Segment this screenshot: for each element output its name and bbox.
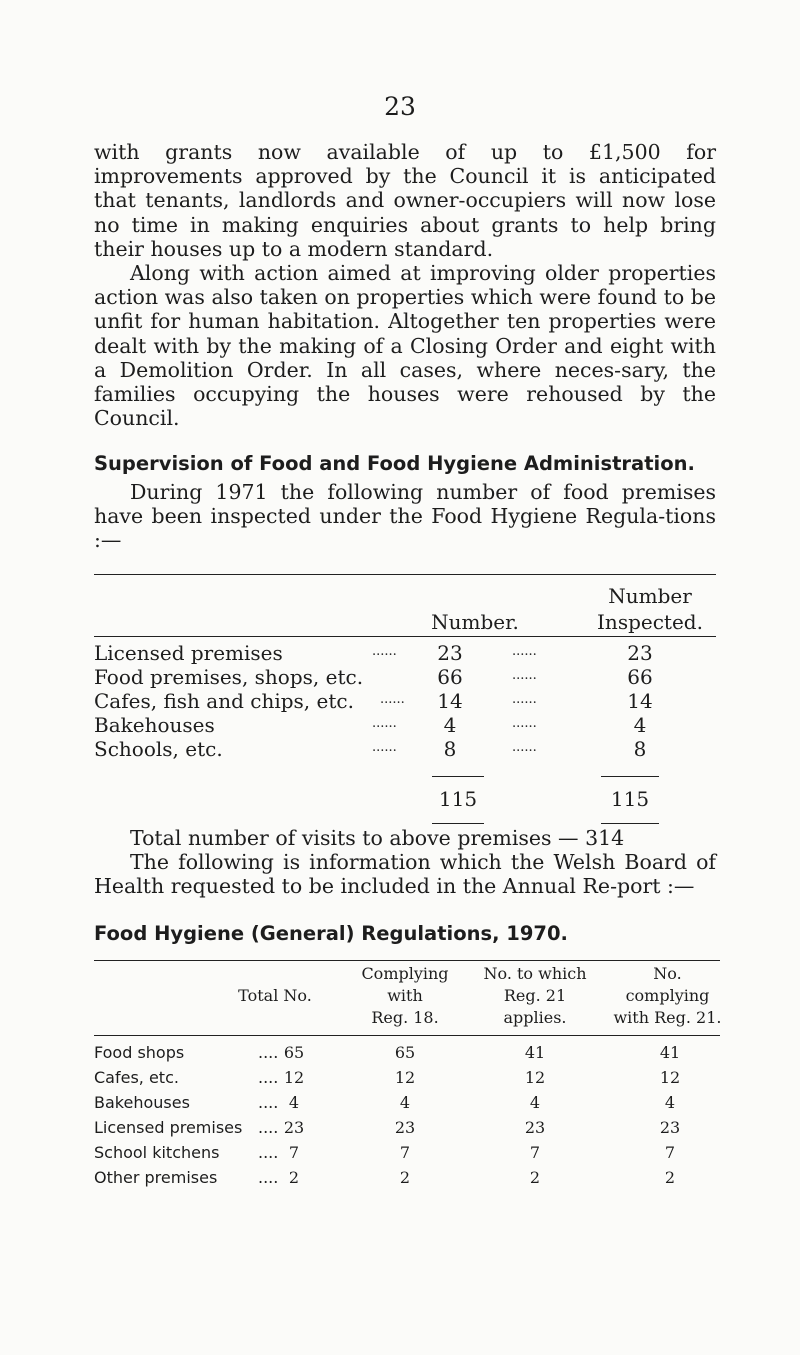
row-dots: ...... (372, 716, 397, 731)
row-label: Licensed premises (94, 641, 283, 665)
row-complying: 65 (394, 1043, 416, 1062)
row-label: Cafes, etc. (94, 1068, 179, 1087)
row-label: Other premises (94, 1168, 218, 1187)
row-inspected: 14 (627, 689, 653, 713)
row-complying21: 7 (664, 1143, 676, 1162)
col-header-complying: Complying (361, 964, 449, 983)
intro-text (94, 480, 716, 553)
paragraph-unfit-properties: Along with action aimed at improving older properties action was also taken on properties which were found to be unfit for human habitation. Altogether ten properties were dealt with by the making of a Closing Order and eight with a Demolition Order. In all cases, where neces-sary, the families occupying the houses were rehoused by the Council. (94, 261, 716, 431)
row-inspected: 23 (627, 641, 653, 665)
row-label: Schools, etc. (94, 737, 223, 761)
total-rule (432, 776, 484, 777)
body-text (94, 140, 716, 430)
row-inspected: 8 (633, 737, 647, 761)
row-label: Licensed premises (94, 1118, 243, 1137)
section-heading-regulations: Food Hygiene (General) Regulations, 1970. (94, 922, 568, 945)
total-number: 115 (438, 787, 478, 811)
row-complying: 12 (394, 1068, 416, 1087)
row-label: Food shops (94, 1043, 185, 1062)
row-dots: .... (258, 1168, 279, 1187)
row-complying21: 41 (659, 1043, 681, 1062)
row-dots: ...... (512, 740, 537, 755)
section-heading-supervision: Supervision of Food and Food Hygiene Administration. (94, 452, 695, 475)
row-dots: ...... (512, 692, 537, 707)
col-header-reg21: No. to which (483, 964, 587, 983)
total-visits: Total number of visits to above premises — 314 (130, 826, 625, 850)
row-dots: .... (258, 1043, 279, 1062)
row-total: 23 (283, 1118, 305, 1137)
row-dots: .... (258, 1093, 279, 1112)
row-dots: .... (258, 1118, 279, 1137)
row-reg21: 2 (529, 1168, 541, 1187)
col-header-total: Total No. (238, 986, 312, 1005)
col-header-complying: Reg. 18. (371, 1008, 439, 1027)
col-header-inspected-line1: Number (608, 584, 692, 608)
row-reg21: 7 (529, 1143, 541, 1162)
total-bottom-rule (432, 823, 484, 824)
row-number: 4 (443, 713, 457, 737)
page-number: 23 (384, 92, 416, 121)
row-complying21: 4 (664, 1093, 676, 1112)
col-header-complying21: complying (625, 986, 710, 1005)
row-complying21: 12 (659, 1068, 681, 1087)
col-header-complying21: No. (653, 964, 682, 983)
row-dots: ...... (512, 644, 537, 659)
row-total: 12 (283, 1068, 305, 1087)
row-dots: .... (258, 1143, 279, 1162)
table-header-rule (94, 636, 716, 637)
paragraph-welsh-board: The following is information which the Welsh Board of Health requested to be included in the Annual Re-port :— (94, 850, 716, 899)
table-top-rule (94, 960, 720, 961)
row-complying: 2 (399, 1168, 411, 1187)
row-complying: 7 (399, 1143, 411, 1162)
total-inspected: 115 (610, 787, 650, 811)
row-label: Bakehouses (94, 713, 215, 737)
row-complying: 4 (399, 1093, 411, 1112)
col-header-reg21: applies. (503, 1008, 567, 1027)
row-reg21: 4 (529, 1093, 541, 1112)
table-top-rule (94, 574, 716, 575)
row-inspected: 4 (633, 713, 647, 737)
table-header-rule (94, 1035, 720, 1036)
row-total: 65 (283, 1043, 305, 1062)
row-label: Cafes, fish and chips, etc. (94, 689, 354, 713)
paragraph-grants: with grants now available of up to £1,500 for improvements approved by the Council it is anticipated that tenants, landlords and owner-occupiers will now lose no time in making enquiries about grants to help bring their houses up to a modern standard. (94, 140, 716, 261)
row-number: 8 (443, 737, 457, 761)
row-dots: ...... (372, 740, 397, 755)
row-label: Bakehouses (94, 1093, 190, 1112)
col-header-inspected-line2: Inspected. (597, 610, 703, 634)
row-dots: ...... (380, 692, 405, 707)
row-total: 4 (288, 1093, 300, 1112)
row-label: School kitchens (94, 1143, 220, 1162)
row-complying: 23 (394, 1118, 416, 1137)
row-total: 7 (288, 1143, 300, 1162)
col-header-complying: with (387, 986, 423, 1005)
total-bottom-rule (601, 823, 659, 824)
row-dots: .... (258, 1068, 279, 1087)
row-dots: ...... (372, 644, 397, 659)
paragraph-inspections: During 1971 the following number of food premises have been inspected under the Food Hygiene Regula-tions :— (94, 480, 716, 553)
row-complying21: 2 (664, 1168, 676, 1187)
row-dots: ...... (512, 668, 537, 683)
col-header-complying21: with Reg. 21. (613, 1008, 722, 1027)
row-dots: ...... (512, 716, 537, 731)
row-total: 2 (288, 1168, 300, 1187)
col-header-reg21: Reg. 21 (503, 986, 567, 1005)
row-inspected: 66 (627, 665, 653, 689)
row-label: Food premises, shops, etc. (94, 665, 364, 689)
col-header-number: Number. (431, 610, 519, 634)
visits-text (94, 826, 716, 899)
row-number: 66 (437, 665, 463, 689)
row-complying21: 23 (659, 1118, 681, 1137)
row-reg21: 41 (524, 1043, 546, 1062)
row-reg21: 12 (524, 1068, 546, 1087)
row-reg21: 23 (524, 1118, 546, 1137)
row-number: 14 (437, 689, 463, 713)
total-rule (601, 776, 659, 777)
row-number: 23 (437, 641, 463, 665)
